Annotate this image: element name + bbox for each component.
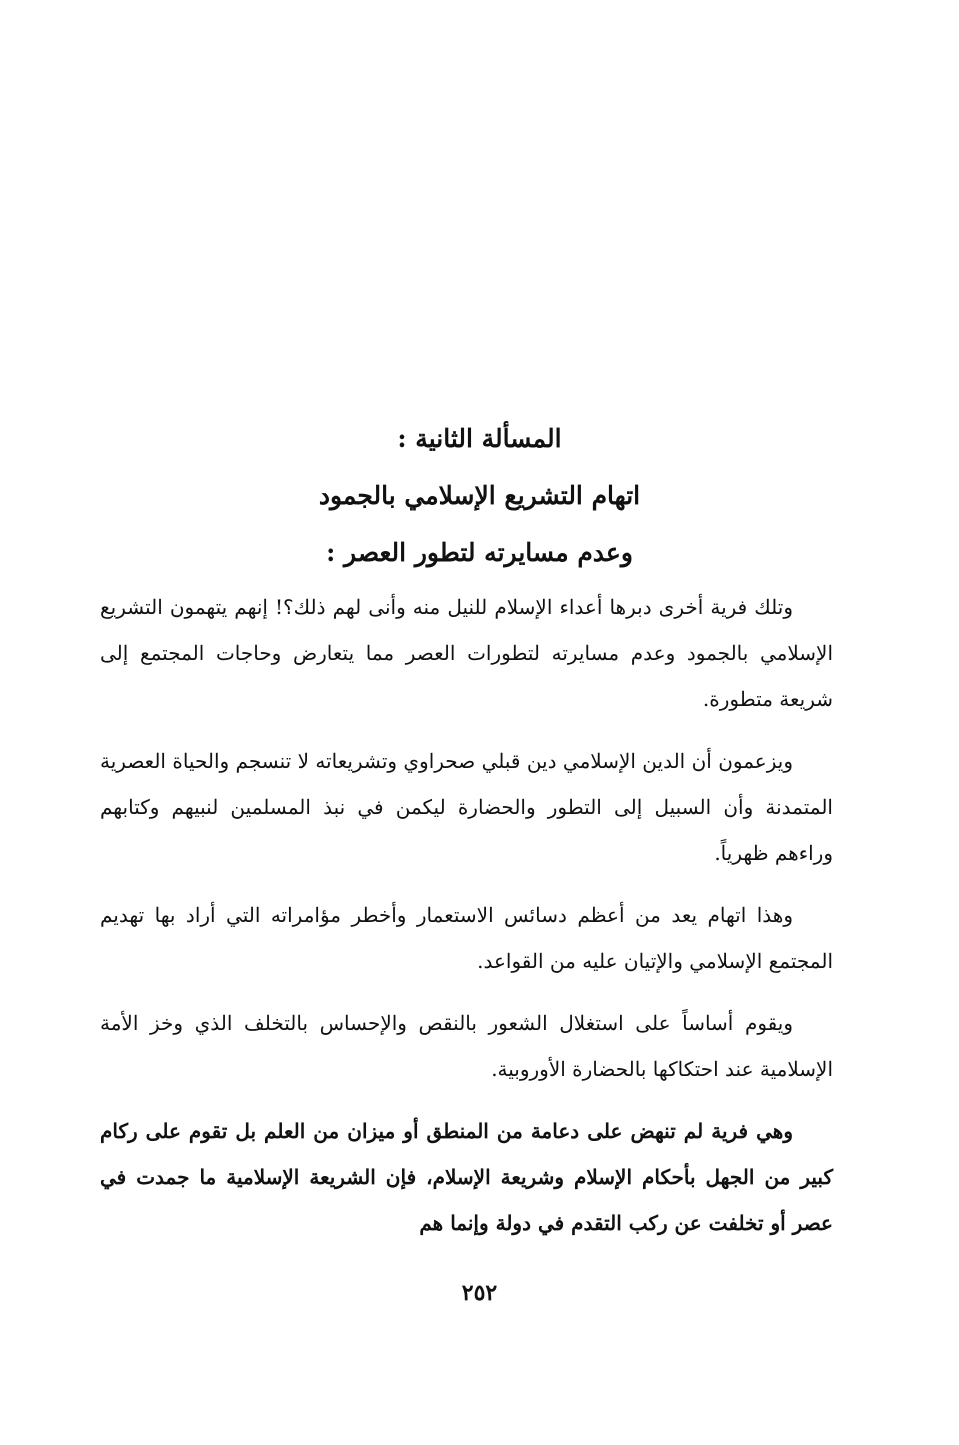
section-heading: المسألة الثانية : [397,424,562,453]
paragraph-4: ويقوم أساساً على استغلال الشعور بالنقص والإحساس بالتخلف الذي وخز الأمة الإسلامية عند احتكاكها بالحضارة الأوروبية. [100,1011,833,1081]
paragraph-5: وهي فرية لم تنهض على دعامة من المنطق أو ميزان من العلم بل تقوم على ركام كبير من الجهل بأحكام الإسلام وشريعة الإسلام، فإن الشريعة الإسلامية ما جمدت في عصر أو تخلفت عن ركب التقدم في دولة وإنما هم [100,1119,833,1235]
paragraph-2: ويزعمون أن الدين الإسلامي دين قبلي صحراوي وتشريعاته لا تنسجم والحياة العصرية المتمدنة وأن السبيل إلى التطور والحضارة ليكمن في نبذ المسلمين لنبيهم وكتابهم وراءهم ظهرياً. [100,749,833,865]
paragraph-1: وتلك فرية أخرى دبرها أعداء الإسلام للنيل منه وأنى لهم ذلك؟! إنهم يتهمون التشريع الإسلامي بالجمود وعدم مسايرته لتطورات العصر مما يتعارض وحاجات المجتمع إلى شريعة متطورة. [100,595,833,711]
section-title: اتهام التشريع الإسلامي بالجمود [318,481,641,510]
paragraph-3: وهذا اتهام يعد من أعظم دسائس الاستعمار وأخطر مؤامراته التي أراد بها تهديم المجتمع الإسلامي والإتيان عليه من القواعد. [100,903,833,973]
page-number: ٢٥٢ [461,1280,498,1306]
section-subtitle: وعدم مسايرته لتطور العصر : [326,538,633,567]
body-text [100,584,833,1262]
